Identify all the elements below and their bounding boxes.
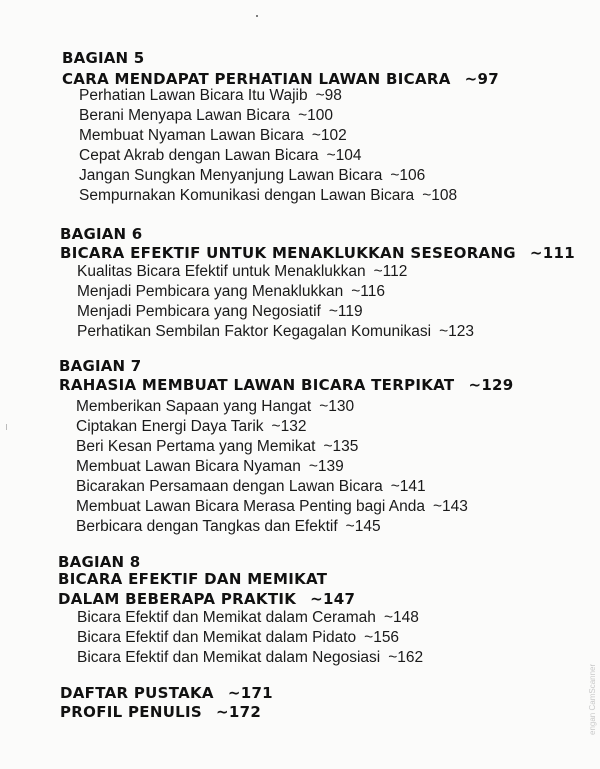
entry-title: Menjadi Pembicara yang Menaklukkan [77, 283, 344, 300]
entry-title: Sempurnakan Komunikasi dengan Lawan Bicara [79, 187, 415, 204]
entry-title: Bicarakan Persamaan dengan Lawan Bicara [76, 478, 383, 495]
toc-entry [77, 610, 419, 626]
toc-entry [76, 499, 468, 515]
part-label: BAGIAN 5 [62, 49, 145, 67]
part-label: BAGIAN 8 [58, 553, 141, 571]
part-label: BAGIAN 6 [60, 225, 143, 243]
entry-title: Perhatikan Sembilan Faktor Kegagalan Komunikasi [77, 323, 432, 340]
entry-page: ~156 [364, 629, 400, 646]
chapter-page: ~147 [310, 590, 356, 608]
entry-page: ~119 [328, 303, 363, 320]
entry-title: Bicara Efektif dan Memikat dalam Ceramah [77, 609, 376, 626]
entry-title: Cepat Akrab dengan Lawan Bicara [79, 147, 319, 164]
toc-entry [76, 459, 344, 475]
toc-entry [76, 479, 426, 495]
entry-page: ~123 [439, 323, 475, 340]
toc-entry [79, 88, 342, 104]
toc-entry [77, 304, 363, 320]
entry-title: Membuat Lawan Bicara Merasa Penting bagi Anda [76, 498, 425, 515]
toc-entry [76, 419, 306, 435]
entry-page: ~106 [390, 167, 426, 184]
entry-title: Ciptakan Energi Daya Tarik [76, 418, 264, 435]
chapter-title [60, 246, 575, 261]
entry-page: ~102 [311, 127, 347, 144]
entry-page: ~132 [271, 418, 307, 435]
toc-entry [79, 188, 457, 204]
chapter-title-text: CARA MENDAPAT PERHATIAN LAWAN BICARA [62, 70, 451, 88]
back-matter-entry [60, 705, 261, 720]
toc-entry [79, 148, 361, 164]
entry-title: Jangan Sungkan Menyanjung Lawan Bicara [79, 167, 383, 184]
entry-title: Beri Kesan Pertama yang Memikat [76, 438, 316, 455]
entry-page: ~162 [388, 649, 424, 666]
toc-entry [76, 399, 354, 415]
toc-entry [79, 128, 347, 144]
entry-page: ~108 [422, 187, 458, 204]
part-label: BAGIAN 7 [59, 357, 142, 375]
entry-page: ~143 [432, 498, 468, 515]
entry-page: ~135 [323, 438, 359, 455]
back-matter-page: ~171 [227, 684, 273, 702]
entry-title: Menjadi Pembicara yang Negosiatif [77, 303, 321, 320]
toc-entry [77, 650, 423, 666]
chapter-title [59, 378, 514, 393]
toc-entry [76, 439, 358, 455]
entry-page: ~112 [373, 263, 408, 280]
chapter-title-text: BICARA EFEKTIF UNTUK MENAKLUKKAN SESEORANG [60, 244, 516, 262]
toc-entry [77, 264, 407, 280]
toc-entry [79, 108, 333, 124]
back-matter-page: ~172 [216, 703, 262, 721]
back-matter-title: DAFTAR PUSTAKA [60, 684, 214, 702]
entry-title: Bicara Efektif dan Memikat dalam Negosiasi [77, 649, 381, 666]
back-matter-title: PROFIL PENULIS [60, 703, 203, 721]
entry-page: ~104 [326, 147, 362, 164]
entry-title: Berbicara dengan Tangkas dan Efektif [76, 518, 338, 535]
entry-page: ~100 [298, 107, 334, 124]
entry-page: ~148 [383, 609, 419, 626]
toc-entry [77, 630, 399, 646]
back-matter-entry [60, 686, 273, 701]
toc-entry [76, 519, 381, 535]
entry-title: Memberikan Sapaan yang Hangat [76, 398, 312, 415]
entry-page: ~145 [345, 518, 381, 535]
chapter-title-line: BICARA EFEKTIF DAN MEMIKAT [58, 570, 328, 588]
toc-entry [77, 284, 385, 300]
entry-page: ~139 [308, 458, 344, 475]
toc-entry [79, 168, 425, 184]
entry-title: Bicara Efektif dan Memikat dalam Pidato [77, 629, 357, 646]
toc-entry [77, 324, 474, 340]
entry-title: Berani Menyapa Lawan Bicara [79, 107, 291, 124]
chapter-page: ~111 [529, 244, 576, 262]
chapter-page: ~129 [468, 376, 514, 394]
entry-title: Kualitas Bicara Efektif untuk Menaklukkan [77, 263, 366, 280]
scanner-watermark: engan CamScanner [588, 663, 597, 735]
entry-title: Membuat Nyaman Lawan Bicara [79, 127, 304, 144]
chapter-title-text: RAHASIA MEMBUAT LAWAN BICARA TERPIKAT [59, 376, 455, 394]
entry-page: ~141 [390, 478, 426, 495]
entry-page: ~98 [315, 87, 342, 104]
chapter-title [62, 72, 499, 87]
chapter-title-text: DALAM BEBERAPA PRAKTIK [58, 590, 297, 608]
chapter-page: ~97 [464, 70, 499, 88]
chapter-title [58, 592, 355, 607]
entry-page: ~116 [351, 283, 385, 300]
entry-page: ~130 [319, 398, 355, 415]
entry-title: Perhatian Lawan Bicara Itu Wajib [79, 87, 308, 104]
entry-title: Membuat Lawan Bicara Nyaman [76, 458, 301, 475]
